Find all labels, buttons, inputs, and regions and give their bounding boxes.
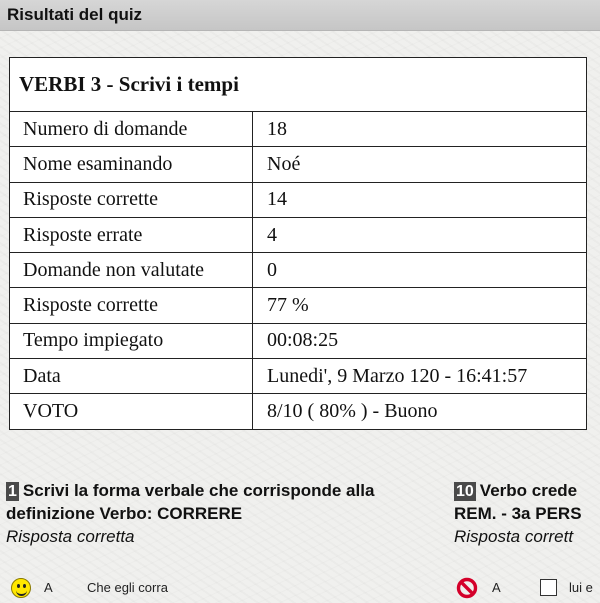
question-10 — [454, 479, 600, 548]
smiley-icon — [11, 578, 31, 598]
question-text: Scrivi la forma verbale che corrisponde alla definizione Verbo: CORRERE — [6, 481, 375, 523]
row-label: Risposte corrette — [10, 288, 253, 323]
table-row — [10, 147, 587, 182]
row-value: 0 — [253, 253, 587, 288]
question-text-line2: REM. - 3a PERS — [454, 504, 582, 523]
table-row — [10, 217, 587, 252]
table-row — [10, 112, 587, 147]
row-label: Nome esaminando — [10, 147, 253, 182]
question-status: Risposta corrett — [454, 527, 574, 546]
table-row — [10, 182, 587, 217]
row-value: 8/10 ( 80% ) - Buono — [253, 394, 587, 429]
row-label: Tempo impiegato — [10, 323, 253, 358]
no-entry-icon — [456, 577, 478, 599]
results-table — [9, 57, 587, 430]
table-row — [10, 359, 587, 394]
row-label: VOTO — [10, 394, 253, 429]
table-row — [10, 394, 587, 429]
page-title: Risultati del quiz — [7, 5, 143, 24]
table-row — [10, 323, 587, 358]
quiz-title: VERBI 3 - Scrivi i tempi — [10, 58, 587, 112]
row-value: Noé — [253, 147, 587, 182]
results-heading-row — [10, 58, 587, 112]
row-label: Numero di domande — [10, 112, 253, 147]
row-value: 18 — [253, 112, 587, 147]
answer-letter: A — [492, 580, 501, 595]
title-bar — [0, 0, 600, 31]
row-value: 4 — [253, 217, 587, 252]
row-value: 14 — [253, 182, 587, 217]
answer-checkbox[interactable] — [540, 579, 557, 596]
row-label: Risposte errate — [10, 217, 253, 252]
question-number: 10 — [456, 483, 474, 500]
row-value: Lunedi', 9 Marzo 120 - 16:41:57 — [253, 359, 587, 394]
row-label: Data — [10, 359, 253, 394]
row-value: 77 % — [253, 288, 587, 323]
question-text: Verbo crede — [479, 481, 578, 500]
question-1 — [6, 479, 436, 548]
row-label: Domande non valutate — [10, 253, 253, 288]
question-number: 1 — [8, 483, 17, 500]
row-label: Risposte corrette — [10, 182, 253, 217]
answer-letter: A — [44, 580, 53, 595]
answer-text: lui e — [569, 580, 593, 595]
row-value: 00:08:25 — [253, 323, 587, 358]
table-row — [10, 253, 587, 288]
question-status: Risposta corretta — [6, 527, 135, 546]
answer-text: Che egli corra — [87, 580, 168, 595]
table-row — [10, 288, 587, 323]
